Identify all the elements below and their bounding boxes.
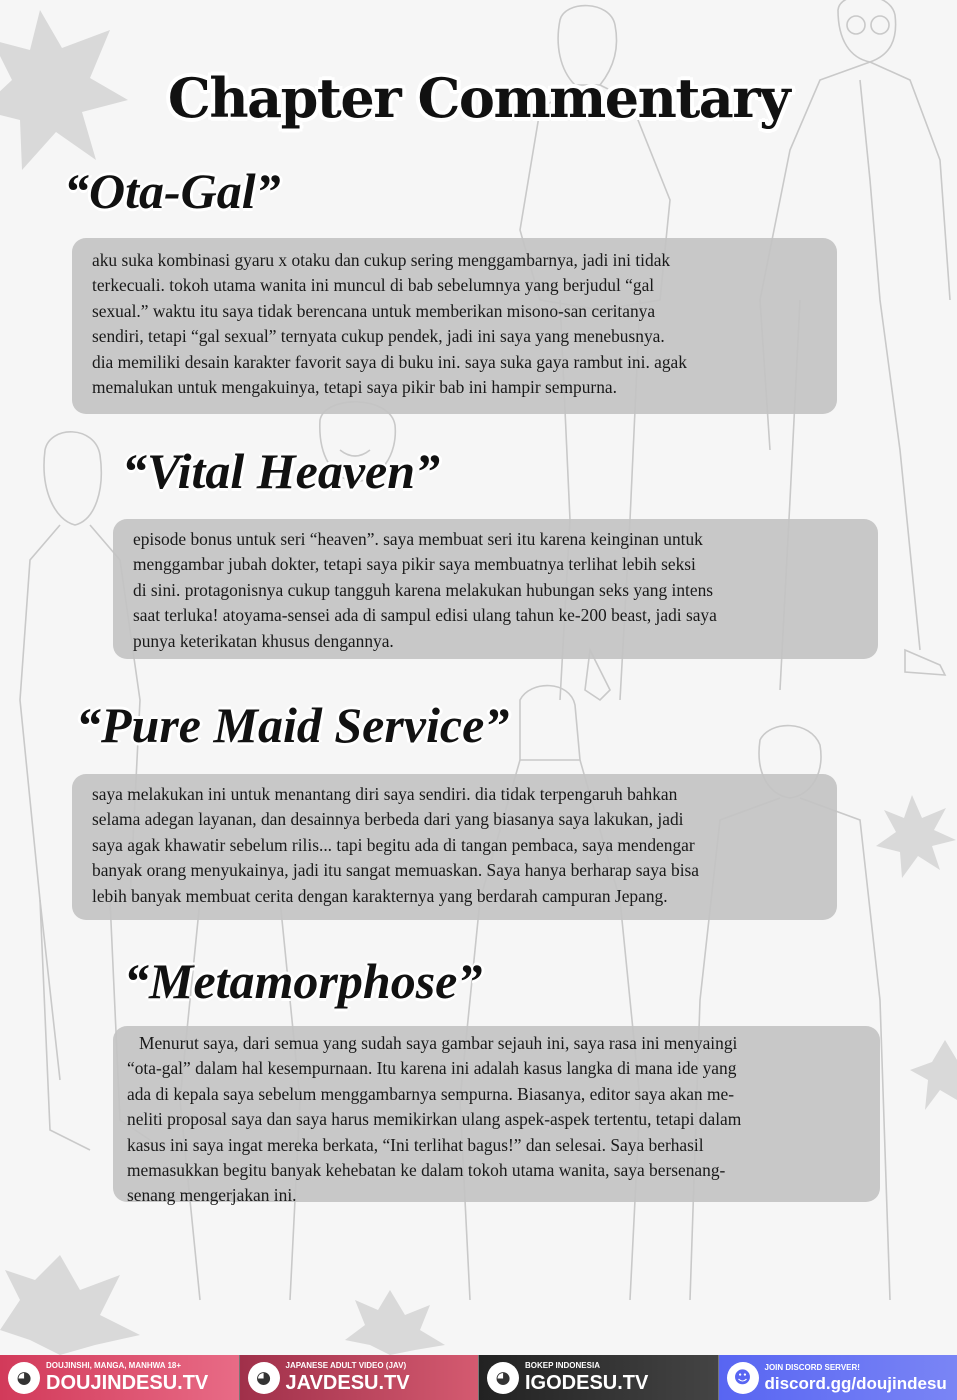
section-heading-ota-gal: “Ota-Gal” — [64, 163, 281, 219]
commentary-line: di sini. protagonisnya cukup tangguh karena melakukan hubungan seks yang intens — [133, 579, 714, 600]
star-burst-icon — [0, 1255, 140, 1355]
commentary-line: sexual.” waktu itu saya tidak berencana untuk memberikan misono-san ceritanya — [92, 300, 656, 321]
section-heading-pure-maid-service: “Pure Maid Service” — [76, 697, 510, 753]
commentary-line: banyak orang menyukainya, jadi itu sangat memuaskan. Saya hanya berharap saya bisa — [92, 860, 700, 881]
star-burst-icon — [345, 1290, 445, 1355]
panda-icon: ◕ — [487, 1362, 519, 1394]
banner-subtitle: JOIN DISCORD SERVER! — [764, 1362, 860, 1372]
banner-discord[interactable] — [719, 1355, 957, 1400]
banner-igodesu[interactable] — [479, 1355, 719, 1400]
commentary-line: memasukkan begitu banyak kehebatan ke dalam tokoh utama wanita, saya bersenang- — [127, 1160, 726, 1181]
commentary-line: selama adegan layanan, dan desainnya berbeda dari yang biasanya saya lakukan, jadi — [92, 809, 684, 830]
commentary-line: neliti proposal saya dan saya harus memikirkan ulang aspek-aspek tertentu, tetapi dalam — [127, 1109, 742, 1130]
commentary-line: sendiri, tetapi “gal sexual” ternyata cukup pendek, jadi ini saya yang menebusnya. — [92, 326, 665, 347]
panda-icon: ◕ — [8, 1362, 40, 1394]
commentary-box-metamorphose — [113, 1026, 880, 1206]
commentary-line: lebih banyak membuat cerita dengan karakternya yang berdarah campuran Jepang. — [92, 885, 668, 906]
commentary-line: memalukan untuk mengakuinya, tetapi saya pikir bab ini hampir sempurna. — [92, 377, 617, 398]
commentary-line: terkecuali. tokoh utama wanita ini muncul di bab sebelumnya yang berjudul “gal — [92, 275, 655, 296]
commentary-line: saya agak khawatir sebelum rilis... tapi begitu ada di tangan pembaca, saya mendengar — [92, 834, 695, 855]
commentary-line: punya keterikatan khusus dengannya. — [133, 630, 394, 651]
commentary-line: “ota-gal” dalam hal kesempurnaan. Itu karena ini adalah kasus langka di mana ide yang — [127, 1058, 737, 1079]
banner-subtitle: JAPANESE ADULT VIDEO (JAV) — [285, 1361, 407, 1370]
banner-link-text: DOUJINDESU.TV — [46, 1372, 209, 1394]
commentary-line: menggambar jubah dokter, tetapi saya pikir saya membuatnya terlihat lebih seksi — [133, 554, 696, 575]
commentary-line: saya melakukan ini untuk menantang diri saya sendiri. dia tidak terpengaruh bahkan — [92, 784, 678, 804]
commentary-line: aku suka kombinasi gyaru x otaku dan cukup sering menggambarnya, jadi ini tidak — [92, 250, 671, 270]
banner-subtitle: BOKEP INDONESIA — [525, 1361, 600, 1370]
banner-link-text: JAVDESU.TV — [285, 1372, 410, 1394]
section-heading-metamorphose: “Metamorphose” — [124, 953, 483, 1009]
banner-doujindesu[interactable] — [0, 1355, 240, 1400]
commentary-box-vital-heaven — [113, 519, 878, 659]
banner-javdesu[interactable] — [240, 1355, 480, 1400]
banner-subtitle: DOUJINSHI, MANGA, MANHWA 18+ — [46, 1361, 182, 1370]
discord-icon: ☻ — [727, 1362, 759, 1394]
commentary-line: Menurut saya, dari semua yang sudah saya gambar sejauh ini, saya rasa ini menyaingi — [139, 1033, 738, 1053]
banner-link-text: discord.gg/doujindesu — [764, 1373, 947, 1393]
commentary-line: ada di kepala saya sebelum menggambarnya sempurna. Biasanya, editor saya akan me- — [127, 1083, 734, 1104]
commentary-box-pure-maid-service — [72, 774, 837, 920]
section-heading-vital-heaven: “Vital Heaven” — [122, 443, 441, 499]
commentary-line: dia memiliki desain karakter favorit saya di buku ini. saya suka gaya rambut ini. agak — [92, 351, 687, 372]
commentary-line: senang mengerjakan ini. — [127, 1185, 297, 1206]
star-burst-icon — [876, 795, 956, 878]
commentary-line: kasus ini saya ingat mereka berkata, “Ini terlihat bagus!” dan selesai. Saya berhasil — [127, 1134, 704, 1155]
commentary-line: episode bonus untuk seri “heaven”. saya membuat seri itu karena keinginan untuk — [133, 529, 703, 549]
commentary-line: saat terluka! atoyama-sensei ada di sampul edisi ulang tahun ke-200 beast, jadi saya — [133, 605, 717, 626]
banner-link-text: IGODESU.TV — [525, 1372, 649, 1394]
star-burst-icon — [910, 1040, 957, 1110]
commentary-box-ota-gal — [72, 238, 837, 414]
panda-icon: ◕ — [248, 1362, 280, 1394]
footer-banner-bar — [0, 1355, 957, 1400]
page-title: Chapter Commentary — [167, 66, 790, 130]
